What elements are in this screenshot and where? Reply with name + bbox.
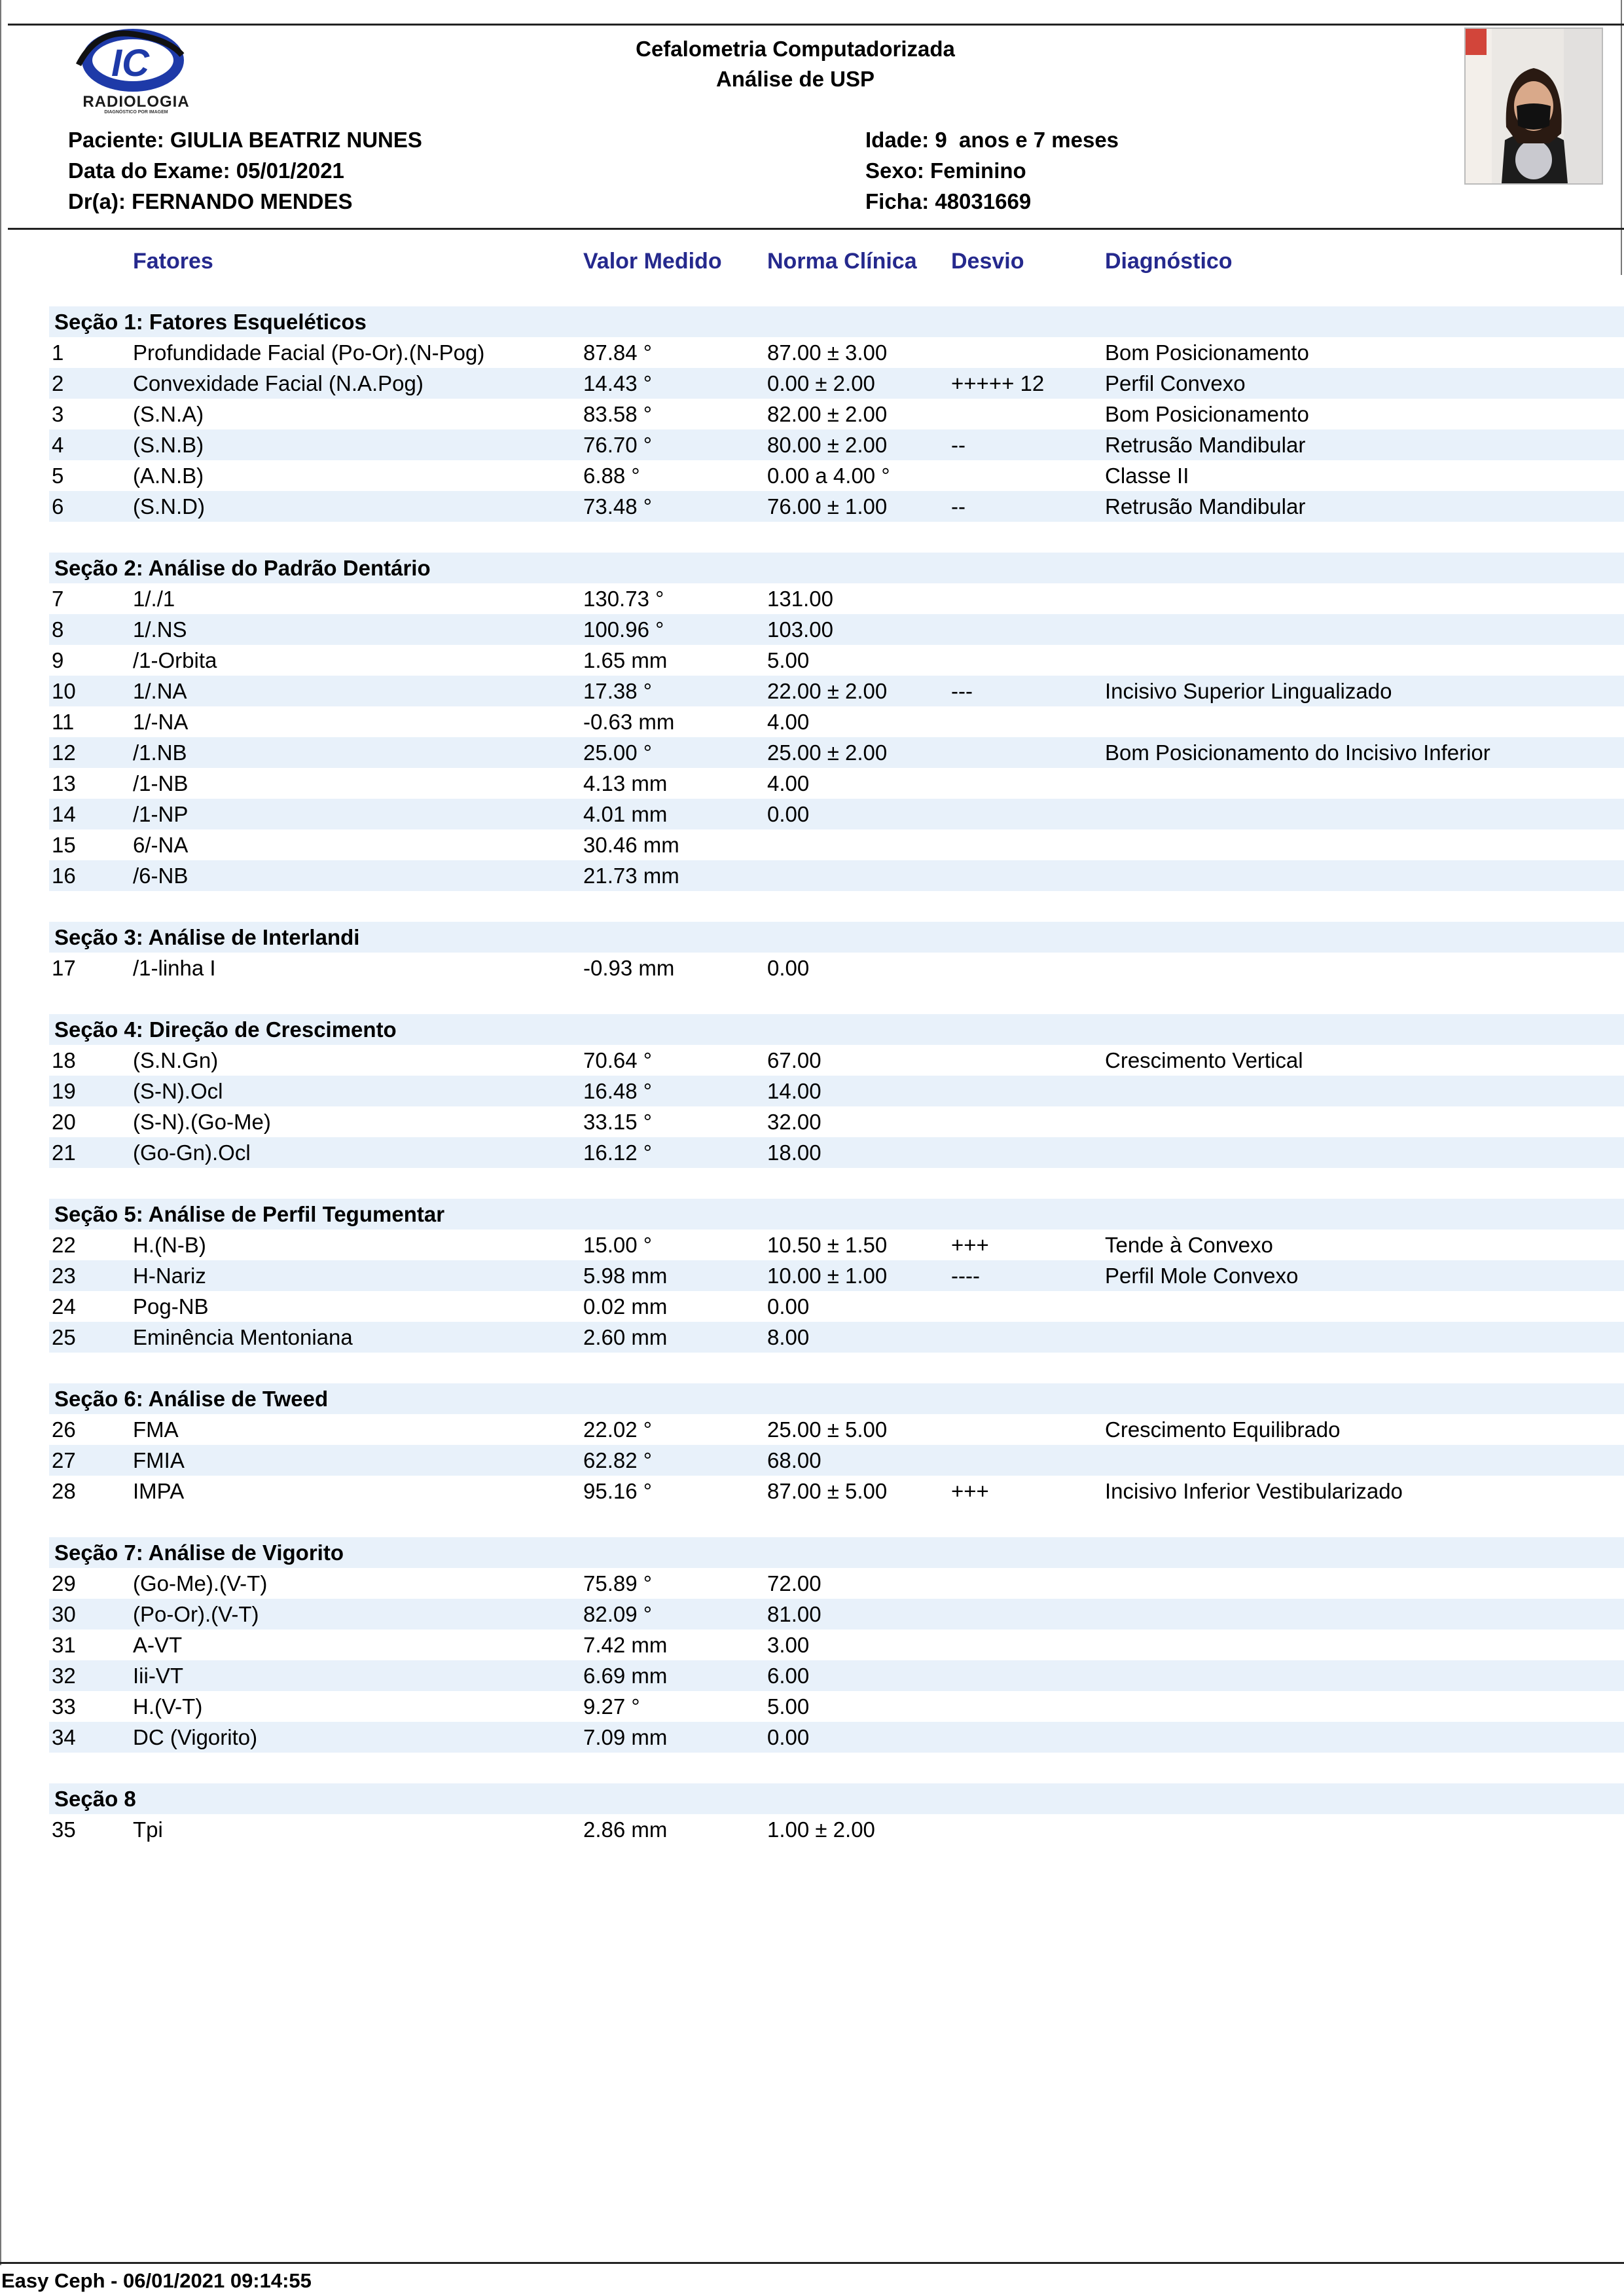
page-border-left	[0, 0, 1, 2265]
row-number: 31	[52, 1633, 76, 1657]
measured-value: -0.63 mm	[583, 710, 675, 734]
report-subtitle: Análise de USP	[715, 67, 875, 91]
clinical-norm: 5.00	[767, 1694, 810, 1719]
clinical-norm: 76.00 ± 1.00	[767, 494, 888, 519]
measured-value: 30.46 mm	[583, 833, 679, 857]
measured-value: 76.70 °	[583, 433, 652, 457]
table-row	[49, 1476, 1624, 1506]
factor-name: (S.N.Gn)	[133, 1048, 219, 1072]
table-row	[49, 1260, 1624, 1291]
measured-value: 4.01 mm	[583, 802, 668, 826]
report-title: Cefalometria Computadorizada	[636, 37, 955, 61]
table-row	[49, 1660, 1624, 1691]
clinical-norm: 87.00 ± 3.00	[767, 340, 888, 365]
factor-name: (Po-Or).(V-T)	[133, 1602, 259, 1626]
measured-value: 6.88 °	[583, 464, 640, 488]
clinical-norm: 87.00 ± 5.00	[767, 1479, 888, 1503]
factor-name: Convexidade Facial (N.A.Pog)	[133, 371, 424, 395]
measurements-table	[49, 306, 1624, 1845]
deviation: --	[951, 433, 965, 457]
row-number: 1	[52, 340, 64, 365]
col-header-diagnosis: Diagnóstico	[1105, 249, 1233, 274]
factor-name: (S.N.A)	[133, 402, 204, 426]
patient-sex: Sexo: Feminino	[865, 158, 1026, 183]
section-title: Seção 1: Fatores Esqueléticos	[54, 310, 367, 334]
measured-value: 100.96 °	[583, 617, 664, 642]
factor-name: /1.NB	[133, 740, 187, 765]
factor-name: A-VT	[133, 1633, 183, 1657]
clinical-norm: 67.00	[767, 1048, 821, 1072]
row-number: 25	[52, 1325, 76, 1349]
diagnosis: Bom Posicionamento do Incisivo Inferior	[1105, 740, 1490, 765]
diagnosis: Classe II	[1105, 464, 1189, 488]
logo-wordmark: RADIOLOGIA	[82, 93, 190, 111]
deviation: +++	[951, 1479, 989, 1503]
table-row	[49, 1722, 1624, 1753]
row-number: 34	[52, 1725, 76, 1749]
table-row	[49, 1414, 1624, 1445]
patient-age: Idade: 9 anos e 7 meses	[865, 128, 1119, 152]
diagnosis: Incisivo Superior Lingualizado	[1105, 679, 1392, 703]
factor-name: DC (Vigorito)	[133, 1725, 258, 1749]
section-header	[49, 1199, 1624, 1230]
section-spacer	[49, 522, 1624, 553]
table-row	[49, 1814, 1624, 1845]
col-header-deviation: Desvio	[951, 249, 1024, 274]
col-header-norm: Norma Clínica	[767, 249, 917, 274]
clinical-norm: 0.00 ± 2.00	[767, 371, 875, 395]
section-header	[49, 1383, 1624, 1414]
row-number: 4	[52, 433, 64, 457]
factor-name: Pog-NB	[133, 1294, 209, 1319]
measured-value: 22.02 °	[583, 1417, 652, 1442]
diagnosis: Crescimento Equilibrado	[1105, 1417, 1341, 1442]
table-row	[49, 829, 1624, 860]
section-spacer	[49, 891, 1624, 922]
section-title: Seção 8	[54, 1787, 136, 1811]
measured-value: -0.93 mm	[583, 956, 675, 980]
section-header	[49, 1537, 1624, 1568]
table-row	[49, 1230, 1624, 1260]
section-spacer	[49, 1753, 1624, 1783]
factor-name: H.(V-T)	[133, 1694, 203, 1719]
factor-name: (S.N.B)	[133, 433, 204, 457]
factor-name: (A.N.B)	[133, 464, 204, 488]
row-number: 2	[52, 371, 64, 395]
row-number: 8	[52, 617, 64, 642]
factor-name: (Go-Gn).Ocl	[133, 1140, 251, 1165]
logo-tagline: DIAGNÓSTICO POR IMAGEM	[104, 110, 168, 115]
row-number: 20	[52, 1110, 76, 1134]
row-number: 23	[52, 1264, 76, 1288]
factor-name: /1-Orbita	[133, 648, 217, 672]
row-number: 32	[52, 1664, 76, 1688]
row-number: 13	[52, 771, 76, 795]
patient-name: Paciente: GIULIA BEATRIZ NUNES	[68, 128, 422, 152]
table-row	[49, 399, 1624, 429]
section-spacer	[49, 1353, 1624, 1383]
table-row	[49, 1445, 1624, 1476]
factor-name: Profundidade Facial (Po-Or).(N-Pog)	[133, 340, 485, 365]
section-spacer	[49, 1506, 1624, 1537]
diagnosis: Retrusão Mandibular	[1105, 494, 1306, 519]
table-row	[49, 706, 1624, 737]
row-number: 5	[52, 464, 64, 488]
row-number: 21	[52, 1140, 76, 1165]
clinical-norm: 8.00	[767, 1325, 810, 1349]
clinic-logo	[71, 29, 202, 114]
row-number: 22	[52, 1233, 76, 1257]
clinical-norm: 103.00	[767, 617, 833, 642]
clinical-norm: 0.00	[767, 1725, 810, 1749]
diagnosis: Perfil Mole Convexo	[1105, 1264, 1299, 1288]
patient-photo	[1464, 27, 1603, 185]
record-number: Ficha: 48031669	[865, 189, 1032, 213]
table-row	[49, 583, 1624, 614]
table-row	[49, 1599, 1624, 1630]
factor-name: 1/.NS	[133, 617, 187, 642]
row-number: 3	[52, 402, 64, 426]
row-number: 35	[52, 1817, 76, 1842]
diagnosis: Incisivo Inferior Vestibularizado	[1105, 1479, 1403, 1503]
clinical-norm: 0.00	[767, 956, 810, 980]
factor-name: /1-NP	[133, 802, 189, 826]
measured-value: 82.09 °	[583, 1602, 652, 1626]
section-spacer	[49, 1168, 1624, 1199]
col-header-measured: Valor Medido	[583, 249, 722, 274]
clinical-norm: 81.00	[767, 1602, 821, 1626]
factor-name: Eminência Mentoniana	[133, 1325, 353, 1349]
clinical-norm: 3.00	[767, 1633, 810, 1657]
row-number: 29	[52, 1571, 76, 1595]
page-border-right	[1621, 0, 1622, 275]
factor-name: (S-N).(Go-Me)	[133, 1110, 271, 1134]
row-number: 26	[52, 1417, 76, 1442]
measured-value: 2.86 mm	[583, 1817, 668, 1842]
clinical-norm: 25.00 ± 5.00	[767, 1417, 888, 1442]
table-row	[49, 1045, 1624, 1076]
table-row	[49, 614, 1624, 645]
row-number: 24	[52, 1294, 76, 1319]
section-title: Seção 7: Análise de Vigorito	[54, 1540, 344, 1565]
clinical-norm: 68.00	[767, 1448, 821, 1472]
row-number: 9	[52, 648, 64, 672]
measured-value: 1.65 mm	[583, 648, 668, 672]
table-row	[49, 460, 1624, 491]
factor-name: /1-NB	[133, 771, 189, 795]
section-title: Seção 3: Análise de Interlandi	[54, 925, 360, 949]
table-row	[49, 1137, 1624, 1168]
factor-name: (S.N.D)	[133, 494, 205, 519]
measured-value: 16.48 °	[583, 1079, 652, 1103]
table-row	[49, 1630, 1624, 1660]
factor-name: IMPA	[133, 1479, 185, 1503]
section-title: Seção 6: Análise de Tweed	[54, 1387, 329, 1411]
section-header	[49, 1783, 1624, 1814]
table-row	[49, 953, 1624, 983]
factor-name: H.(N-B)	[133, 1233, 206, 1257]
row-number: 18	[52, 1048, 76, 1072]
measured-value: 25.00 °	[583, 740, 652, 765]
measured-value: 2.60 mm	[583, 1325, 668, 1349]
deviation: ---	[951, 679, 973, 703]
clinical-norm: 0.00	[767, 1294, 810, 1319]
factor-name: /6-NB	[133, 864, 189, 888]
top-rule	[8, 24, 1624, 26]
table-row	[49, 368, 1624, 399]
measured-value: 83.58 °	[583, 402, 652, 426]
row-number: 7	[52, 587, 64, 611]
measured-value: 6.69 mm	[583, 1664, 668, 1688]
table-row	[49, 1106, 1624, 1137]
clinical-norm: 32.00	[767, 1110, 821, 1134]
row-number: 19	[52, 1079, 76, 1103]
row-number: 33	[52, 1694, 76, 1719]
factor-name: FMA	[133, 1417, 179, 1442]
measured-value: 130.73 °	[583, 587, 664, 611]
svg-text:IC: IC	[111, 42, 149, 84]
measured-value: 15.00 °	[583, 1233, 652, 1257]
row-number: 6	[52, 494, 64, 519]
row-number: 16	[52, 864, 76, 888]
measured-value: 9.27 °	[583, 1694, 640, 1719]
factor-name: (S-N).Ocl	[133, 1079, 223, 1103]
table-row	[49, 737, 1624, 768]
diagnosis: Perfil Convexo	[1105, 371, 1246, 395]
diagnosis: Crescimento Vertical	[1105, 1048, 1303, 1072]
section-title: Seção 4: Direção de Crescimento	[54, 1017, 397, 1042]
factor-name: /1-linha I	[133, 956, 216, 980]
bottom-rule	[0, 2262, 1624, 2264]
factor-name: H-Nariz	[133, 1264, 206, 1288]
section-title: Seção 2: Análise do Padrão Dentário	[54, 556, 431, 580]
header-divider	[8, 228, 1624, 230]
table-row	[49, 768, 1624, 799]
measured-value: 73.48 °	[583, 494, 652, 519]
measured-value: 87.84 °	[583, 340, 652, 365]
row-number: 28	[52, 1479, 76, 1503]
clinical-norm: 14.00	[767, 1079, 821, 1103]
section-header	[49, 553, 1624, 583]
deviation: --	[951, 494, 965, 519]
table-row	[49, 799, 1624, 829]
measured-value: 0.02 mm	[583, 1294, 668, 1319]
row-number: 10	[52, 679, 76, 703]
factor-name: 1/./1	[133, 587, 175, 611]
measured-value: 33.15 °	[583, 1110, 652, 1134]
section-header	[49, 922, 1624, 953]
section-title: Seção 5: Análise de Perfil Tegumentar	[54, 1202, 445, 1226]
measured-value: 95.16 °	[583, 1479, 652, 1503]
measured-value: 7.09 mm	[583, 1725, 668, 1749]
row-number: 14	[52, 802, 76, 826]
measured-value: 62.82 °	[583, 1448, 652, 1472]
factor-name: (Go-Me).(V-T)	[133, 1571, 268, 1595]
table-row	[49, 676, 1624, 706]
row-number: 11	[52, 710, 75, 734]
factor-name: Tpi	[133, 1817, 163, 1842]
measured-value: 70.64 °	[583, 1048, 652, 1072]
section-header	[49, 306, 1624, 337]
deviation: +++++ 12	[951, 371, 1045, 395]
section-header	[49, 1014, 1624, 1045]
clinical-norm: 0.00 a 4.00 °	[767, 464, 890, 488]
section-spacer	[49, 983, 1624, 1014]
table-row	[49, 337, 1624, 368]
measured-value: 5.98 mm	[583, 1264, 668, 1288]
table-row	[49, 491, 1624, 522]
clinical-norm: 6.00	[767, 1664, 810, 1688]
diagnosis: Retrusão Mandibular	[1105, 433, 1306, 457]
measured-value: 7.42 mm	[583, 1633, 668, 1657]
clinical-norm: 4.00	[767, 710, 810, 734]
table-row	[49, 645, 1624, 676]
clinical-norm: 10.00 ± 1.00	[767, 1264, 888, 1288]
diagnosis: Bom Posicionamento	[1105, 340, 1309, 365]
factor-name: FMIA	[133, 1448, 185, 1472]
factor-name: Iii-VT	[133, 1664, 183, 1688]
col-header-factors: Fatores	[133, 249, 213, 274]
clinical-norm: 4.00	[767, 771, 810, 795]
measured-value: 17.38 °	[583, 679, 652, 703]
clinical-norm: 22.00 ± 2.00	[767, 679, 888, 703]
clinical-norm: 131.00	[767, 587, 833, 611]
table-row	[49, 429, 1624, 460]
factor-name: 1/.NA	[133, 679, 187, 703]
table-row	[49, 1322, 1624, 1353]
diagnosis: Tende à Convexo	[1105, 1233, 1273, 1257]
clinical-norm: 72.00	[767, 1571, 821, 1595]
diagnosis: Bom Posicionamento	[1105, 402, 1309, 426]
clinical-norm: 0.00	[767, 802, 810, 826]
table-row	[49, 1291, 1624, 1322]
clinical-norm: 5.00	[767, 648, 810, 672]
measured-value: 75.89 °	[583, 1571, 652, 1595]
measured-value: 4.13 mm	[583, 771, 668, 795]
measured-value: 21.73 mm	[583, 864, 679, 888]
factor-name: 1/-NA	[133, 710, 189, 734]
clinical-norm: 82.00 ± 2.00	[767, 402, 888, 426]
table-row	[49, 1076, 1624, 1106]
row-number: 17	[52, 956, 76, 980]
clinical-norm: 18.00	[767, 1140, 821, 1165]
table-row	[49, 860, 1624, 891]
factor-name: 6/-NA	[133, 833, 189, 857]
row-number: 15	[52, 833, 76, 857]
row-number: 12	[52, 740, 76, 765]
clinical-norm: 1.00 ± 2.00	[767, 1817, 875, 1842]
deviation: ----	[951, 1264, 980, 1288]
row-number: 27	[52, 1448, 76, 1472]
deviation: +++	[951, 1233, 989, 1257]
table-row	[49, 1691, 1624, 1722]
clinical-norm: 10.50 ± 1.50	[767, 1233, 888, 1257]
row-number: 30	[52, 1602, 76, 1626]
clinical-norm: 80.00 ± 2.00	[767, 433, 888, 457]
exam-date: Data do Exame: 05/01/2021	[68, 158, 344, 183]
doctor-name: Dr(a): FERNANDO MENDES	[68, 189, 353, 213]
measured-value: 16.12 °	[583, 1140, 652, 1165]
clinical-norm: 25.00 ± 2.00	[767, 740, 888, 765]
table-row	[49, 1568, 1624, 1599]
footer-timestamp: Easy Ceph - 06/01/2021 09:14:55	[1, 2269, 312, 2292]
measured-value: 14.43 °	[583, 371, 652, 395]
